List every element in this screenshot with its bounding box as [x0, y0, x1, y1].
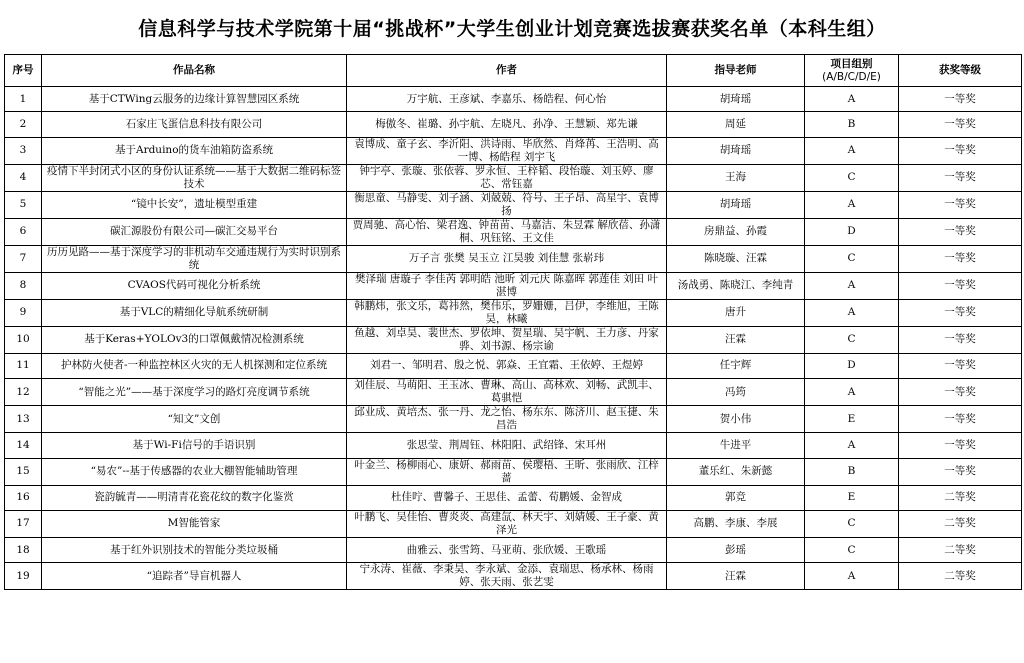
cell-no: 10 — [5, 326, 42, 353]
table-row — [5, 272, 1022, 299]
cell-authors: 刘君一、邹明君、殷之悦、郭焱、王宜霜、王依婷、王煜婷 — [347, 353, 667, 378]
document-title: 信息科学与技术学院第十届“挑战杯”大学生创业计划竞赛选拔赛获奖名单（本科生组） — [138, 18, 886, 40]
cell-advisor: 牛进平 — [667, 433, 805, 458]
cell-advisor: 唐升 — [667, 299, 805, 326]
table-row — [5, 537, 1022, 562]
cell-level: 一等奖 — [899, 245, 1022, 272]
cell-level: 一等奖 — [899, 218, 1022, 245]
table-row — [5, 510, 1022, 537]
table-row — [5, 458, 1022, 485]
cell-advisor: 郭竞 — [667, 485, 805, 510]
cell-authors: 万宇航、王彦斌、李嘉乐、杨皓程、何心怡 — [347, 87, 667, 112]
cell-group: E — [805, 485, 899, 510]
cell-group: A — [805, 87, 899, 112]
cell-name: M智能管家 — [42, 510, 347, 537]
cell-advisor: 房鼎益、孙霞 — [667, 218, 805, 245]
header-authors: 作者 — [347, 55, 667, 87]
cell-group: A — [805, 191, 899, 218]
cell-advisor: 冯筠 — [667, 379, 805, 406]
cell-name: “追踪者”导盲机器人 — [42, 563, 347, 590]
cell-group: E — [805, 406, 899, 433]
cell-advisor: 高鹏、李康、李展 — [667, 510, 805, 537]
cell-level: 一等奖 — [899, 379, 1022, 406]
cell-group: D — [805, 218, 899, 245]
cell-level: 一等奖 — [899, 272, 1022, 299]
cell-authors: 宁永涛、崔薇、李秉昊、李永斌、金添、袁瑞思、杨承林、杨雨婷、张天雨、张艺雯 — [347, 563, 667, 590]
cell-group: B — [805, 458, 899, 485]
cell-name: “智能之光”——基于深度学习的路灯亮度调节系统 — [42, 379, 347, 406]
table-row — [5, 299, 1022, 326]
cell-level: 一等奖 — [899, 458, 1022, 485]
cell-level: 一等奖 — [899, 164, 1022, 191]
cell-no: 6 — [5, 218, 42, 245]
cell-name: 瓷韵毓青——明清青花瓷花纹的数字化鉴赏 — [42, 485, 347, 510]
cell-authors: 万子言 张樊 吴玉立 江昊骏 刘佳慧 张崭玮 — [347, 245, 667, 272]
cell-level: 二等奖 — [899, 485, 1022, 510]
cell-level: 二等奖 — [899, 537, 1022, 562]
cell-level: 二等奖 — [899, 510, 1022, 537]
cell-no: 17 — [5, 510, 42, 537]
cell-group: A — [805, 137, 899, 164]
cell-authors: 杜佳咛、曹馨子、王思佳、孟蕾、荀鹏媛、金智成 — [347, 485, 667, 510]
cell-advisor: 汪霖 — [667, 326, 805, 353]
cell-authors: 梅傲冬、崔璐、孙宇航、左晓凡、孙净、王慧颖、郑先谦 — [347, 112, 667, 137]
cell-group: C — [805, 326, 899, 353]
cell-group: B — [805, 112, 899, 137]
table-row — [5, 379, 1022, 406]
cell-name: 基于VLC的精细化导航系统研制 — [42, 299, 347, 326]
cell-no: 18 — [5, 537, 42, 562]
cell-group: A — [805, 379, 899, 406]
cell-level: 一等奖 — [899, 353, 1022, 378]
cell-group: D — [805, 353, 899, 378]
cell-advisor: 汤战勇、陈晓江、李纯青 — [667, 272, 805, 299]
header-advisor: 指导老师 — [667, 55, 805, 87]
cell-level: 一等奖 — [899, 137, 1022, 164]
award-table — [4, 54, 1022, 590]
cell-name: CVAOS代码可视化分析系统 — [42, 272, 347, 299]
cell-no: 12 — [5, 379, 42, 406]
cell-advisor: 胡琦瑶 — [667, 87, 805, 112]
cell-no: 1 — [5, 87, 42, 112]
cell-advisor: 王海 — [667, 164, 805, 191]
cell-no: 5 — [5, 191, 42, 218]
cell-advisor: 彭瑶 — [667, 537, 805, 562]
cell-advisor: 周延 — [667, 112, 805, 137]
cell-level: 二等奖 — [899, 563, 1022, 590]
cell-no: 14 — [5, 433, 42, 458]
cell-name: 基于Keras+YOLOv3的口罩佩戴情况检测系统 — [42, 326, 347, 353]
cell-no: 15 — [5, 458, 42, 485]
cell-group: C — [805, 510, 899, 537]
cell-authors: 钟宇亭、张璇、张依蓉、罗永恒、王梓韬、段怡璇、刘玉婷、廖芯、常钰嘉 — [347, 164, 667, 191]
cell-name: 历历见路——基于深度学习的非机动车交通违规行为实时识别系统 — [42, 245, 347, 272]
cell-no: 3 — [5, 137, 42, 164]
cell-group: A — [805, 563, 899, 590]
cell-authors: 叶金兰、杨柳雨心、康妍、郝雨苗、侯璎梧、王昕、张雨欣、江梓蔷 — [347, 458, 667, 485]
table-row — [5, 353, 1022, 378]
table-row — [5, 164, 1022, 191]
cell-authors: 叶鹏飞、吴佳怡、曹炎炎、高建氙、林天宇、刘婧媛、王子豪、黄泽光 — [347, 510, 667, 537]
cell-authors: 刘佳辰、马萌阳、王玉冰、曹琳、高山、高林欢、刘畅、武凯丰、葛骐恺 — [347, 379, 667, 406]
cell-no: 11 — [5, 353, 42, 378]
cell-name: 石家庄飞蛋信息科技有限公司 — [42, 112, 347, 137]
cell-name: 基于CTWing云服务的边缘计算智慧园区系统 — [42, 87, 347, 112]
cell-authors: 樊泽瑞 唐璇子 李佳芮 郭明皓 池昕 刘元庆 陈嘉晖 郭莲佳 刘田 叶湛博 — [347, 272, 667, 299]
cell-advisor: 胡琦瑶 — [667, 191, 805, 218]
cell-advisor: 汪霖 — [667, 563, 805, 590]
table-row — [5, 191, 1022, 218]
header-group: 项目组别 (A/B/C/D/E) — [805, 55, 899, 87]
cell-advisor: 陈晓璇、汪霖 — [667, 245, 805, 272]
cell-authors: 曲雅云、张雪筠、马亚萌、张欣媛、王歌瑶 — [347, 537, 667, 562]
cell-group: C — [805, 164, 899, 191]
cell-no: 16 — [5, 485, 42, 510]
cell-no: 4 — [5, 164, 42, 191]
cell-level: 一等奖 — [899, 112, 1022, 137]
cell-group: A — [805, 433, 899, 458]
cell-authors: 衡思童、马静雯、刘子涵、刘兢兢、符号、王子昂、高星宇、袁博扬 — [347, 191, 667, 218]
cell-level: 一等奖 — [899, 406, 1022, 433]
cell-authors: 邱业成、黄培杰、张一丹、龙之怡、杨东东、陈济川、赵玉捷、朱昌浩 — [347, 406, 667, 433]
table-row — [5, 406, 1022, 433]
table-row — [5, 563, 1022, 590]
cell-authors: 贾周驰、高心怡、梁君逸、钟苗苗、马嘉洁、朱昱霖 解欣蓓、孙潇桐、巩钰铭、王文佳 — [347, 218, 667, 245]
cell-level: 一等奖 — [899, 326, 1022, 353]
cell-advisor: 胡琦瑶 — [667, 137, 805, 164]
cell-no: 2 — [5, 112, 42, 137]
cell-name: 基于红外识别技术的智能分类垃圾桶 — [42, 537, 347, 562]
cell-authors: 韩鹏炜，张文乐，葛祎然，樊伟乐，罗姗姗，吕伊，李维旭，王陈昊，林曦 — [347, 299, 667, 326]
cell-name: 基于Arduino的货车油箱防盗系统 — [42, 137, 347, 164]
table-row — [5, 87, 1022, 112]
cell-advisor: 贺小伟 — [667, 406, 805, 433]
cell-name: 碳汇源股份有限公司—碳汇交易平台 — [42, 218, 347, 245]
table-header-row — [5, 55, 1022, 87]
cell-level: 一等奖 — [899, 87, 1022, 112]
table-row — [5, 433, 1022, 458]
cell-advisor: 董乐红、朱新懿 — [667, 458, 805, 485]
cell-group: A — [805, 299, 899, 326]
cell-name: 基于Wi-Fi信号的手语识别 — [42, 433, 347, 458]
table-row — [5, 218, 1022, 245]
table-row — [5, 137, 1022, 164]
cell-authors: 鱼越、刘卓昊、裴世杰、罗依坤、贺星瑞、吴宇帆、王力彦、丹家骅、刘书源、杨宗谕 — [347, 326, 667, 353]
cell-group: C — [805, 537, 899, 562]
cell-group: C — [805, 245, 899, 272]
header-level: 获奖等级 — [899, 55, 1022, 87]
cell-advisor: 任宇辉 — [667, 353, 805, 378]
table-row — [5, 112, 1022, 137]
cell-name: 疫情下半封闭式小区的身份认证系统——基于大数据二维码标签技术 — [42, 164, 347, 191]
table-row — [5, 326, 1022, 353]
cell-name: 护林防火使者-一种监控林区火灾的无人机探测和定位系统 — [42, 353, 347, 378]
cell-name: “镜中长安”，遗址模型重建 — [42, 191, 347, 218]
cell-authors: 袁博成、童子玄、李沂阳、洪诗雨、毕欣然、肖烽苒、王浩明、高一博、杨皓程 刘宇飞 — [347, 137, 667, 164]
cell-no: 19 — [5, 563, 42, 590]
cell-name: “易农”--基于传感器的农业大棚智能辅助管理 — [42, 458, 347, 485]
cell-level: 一等奖 — [899, 191, 1022, 218]
cell-no: 8 — [5, 272, 42, 299]
cell-authors: 张思莹、荆周钰、林阳阳、武绍锋、宋耳州 — [347, 433, 667, 458]
cell-level: 一等奖 — [899, 299, 1022, 326]
table-row — [5, 485, 1022, 510]
cell-name: “知文”文创 — [42, 406, 347, 433]
cell-level: 一等奖 — [899, 433, 1022, 458]
cell-no: 9 — [5, 299, 42, 326]
header-name: 作品名称 — [42, 55, 347, 87]
header-no: 序号 — [5, 55, 42, 87]
cell-no: 13 — [5, 406, 42, 433]
table-row — [5, 245, 1022, 272]
cell-group: A — [805, 272, 899, 299]
cell-no: 7 — [5, 245, 42, 272]
